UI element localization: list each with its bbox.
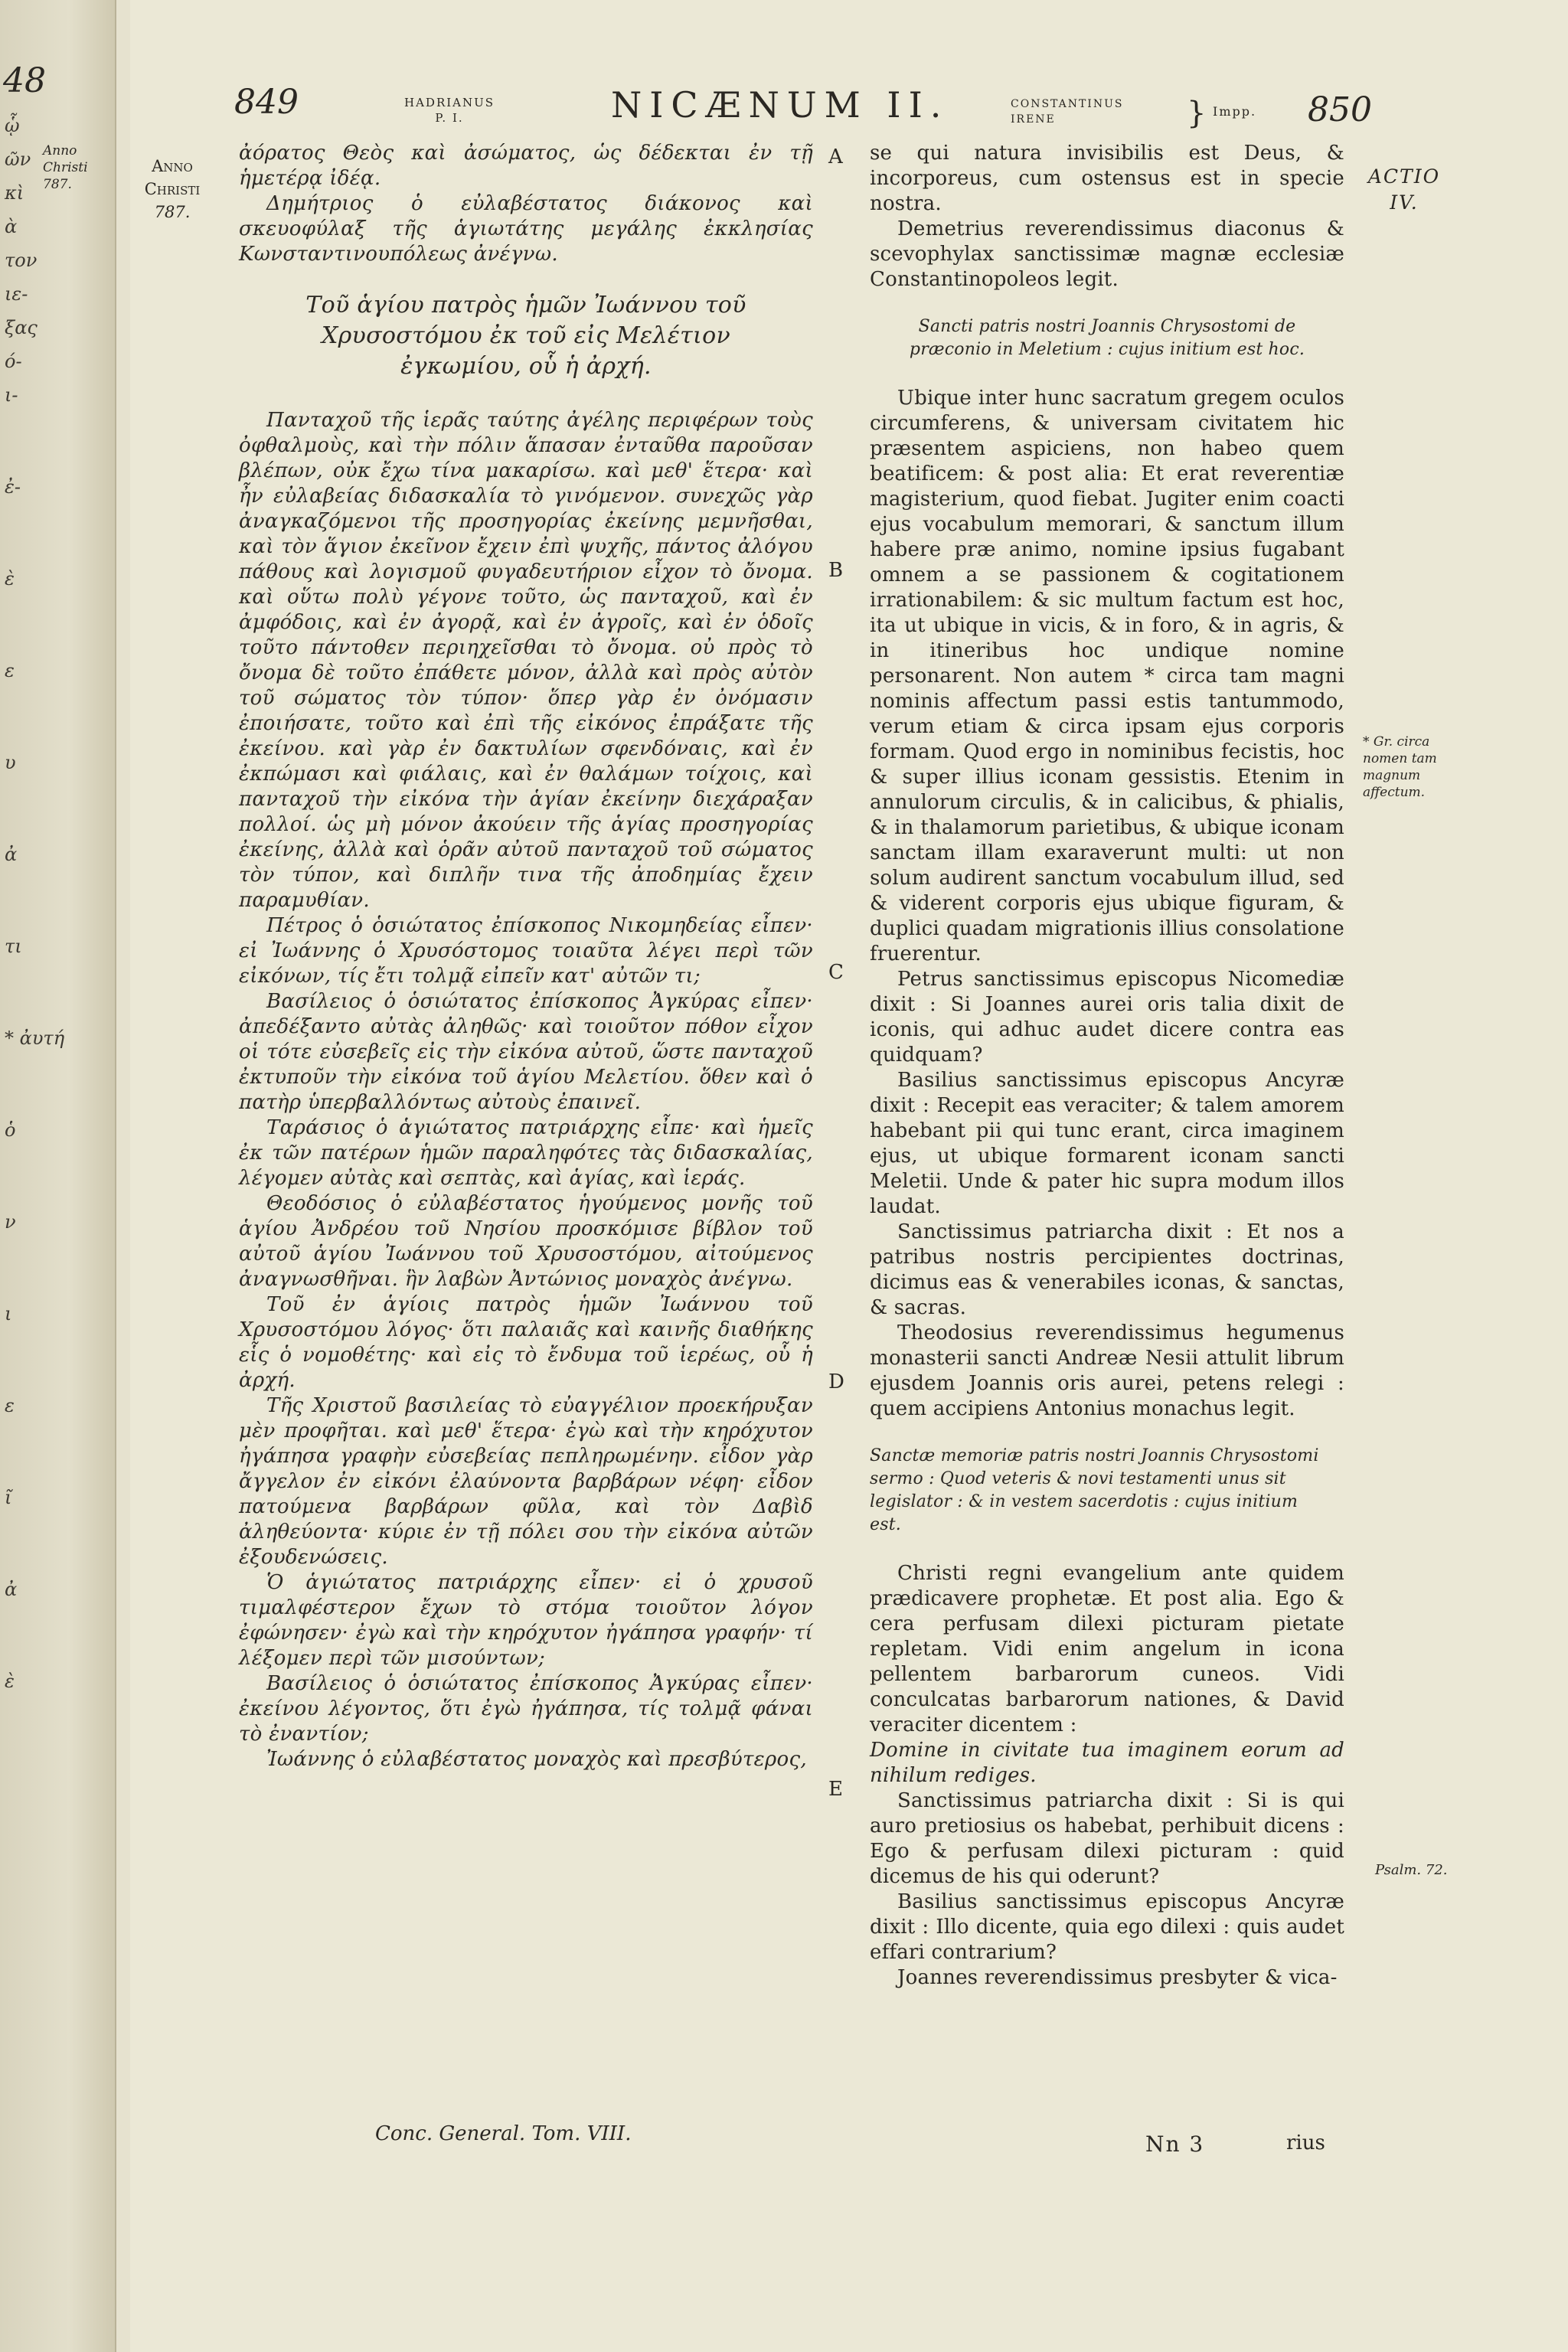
latin-demetrius: Demetrius reverendissimus diaconus & scevophylax sanctissimæ magnæ ecclesiæ Constantinopoleos legit. — [870, 217, 1344, 291]
running-head-left-line: P. I. — [435, 111, 464, 125]
facing-page-fragment: τον — [5, 250, 38, 271]
facing-page-fragment: ι — [5, 1303, 12, 1325]
facing-page-fragment: ιε- — [5, 283, 28, 305]
greek-tarasios-1: Ταράσιος ὁ ἁγιώτατος πατριάρχης εἶπε· καὶ ἡμεῖς ἐκ τῶν πατέρων ἡμῶν παραληφότες τὰς διδασκαλίας, λέγομεν αὐτὰς καὶ σεπτὰς, καὶ ἁγίας, καὶ ἱεράς. — [239, 1116, 813, 1190]
margin-note-circa: * Gr. circa nomen tam magnum affectum. — [1363, 734, 1437, 800]
greek-theodosios: Θεοδόσιος ὁ εὐλαβέστατος ἡγούμενος μονῆς τοῦ ἁγίου Ἀνδρέου τοῦ Νησίου προσκόμισε βίβλον τοῦ αὐτοῦ ἁγίου Ἰωάννου τοῦ Χρυσοστόμου, αἰτούμενος ἀναγνωσθῆναι. ἣν λαβὼν Ἀντώνιος μοναχὸς ἀνέγνω. — [239, 1192, 813, 1291]
running-head-imp: Impp. — [1213, 104, 1257, 119]
facing-page-number: 48 — [3, 61, 46, 100]
running-head-left — [404, 95, 495, 126]
latin-petrus: Petrus sanctissimus episcopus Nicomediæ dixit : Si Joannes aurei oris talia dixit de iconis, qui adhuc audet dicere contra eas quidquam? — [870, 968, 1344, 1067]
anno-label: Anno Christi — [144, 157, 201, 198]
greek-tarasios-2: Ὁ ἁγιώτατος πατριάρχης εἶπεν· εἰ ὁ χρυσοῦ τιμαλφέστερον ἔχων τὸ στόμα τοιοῦτον λόγον ἐφώνησεν· ἐγὼ καὶ τὴν κηρόχυτον ἠγάπησα γραφήν· τί λέξομεν περὶ τῶν μισούντων; — [239, 1571, 813, 1670]
greek-intro: ἀόρατος Θεὸς καὶ ἀσώματος, ὡς δέδεκται ἐν τῇ ἡμετέρᾳ ἰδέᾳ. — [239, 142, 813, 190]
running-head-right-line: CONSTANTINUS — [1011, 98, 1124, 110]
facing-page-gutter — [0, 0, 116, 2352]
section-letter-e: E — [828, 1778, 843, 1801]
section-letter-b: B — [828, 559, 844, 582]
running-title: NICÆNUM II. — [611, 84, 949, 126]
footer-signature: Nn 3 — [1145, 2132, 1205, 2157]
brace-glyph: } — [1187, 96, 1208, 131]
margin-actio: ACTIO IV. — [1367, 165, 1441, 214]
facing-page-fragment: ῖ — [5, 1487, 12, 1508]
greek-heading-meletius: Τοῦ ἁγίου πατρὸς ἡμῶν Ἰωάννου τοῦ Χρυσοστόμου ἐκ τοῦ εἰς Μελέτιον ἐγκωμίου, οὗ ἡ ἀρχή. — [305, 292, 746, 380]
facing-page-fragment: ὁ — [5, 1119, 16, 1141]
latin-column — [870, 141, 1344, 1991]
facing-page-fragment: κὶ — [5, 182, 24, 204]
running-head-right — [1011, 96, 1257, 131]
running-head-right-line: IRENE — [1011, 113, 1056, 126]
facing-page-fragment: ε — [5, 1395, 15, 1416]
greek-basilios-1: Βασίλειος ὁ ὁσιώτατος ἐπίσκοπος Ἀγκύρας εἶπεν· ἀπεδέξαντο αὐτὰς ἀληθῶς· καὶ τοιοῦτον πόθον εἶχον οἱ τότε εὐσεβεῖς εἰς τὴν εἰκόνα αὐτοῦ, ὥστε πανταχοῦ ἐκτυποῦν τὴν εἰκόνα τοῦ ἁγίου Μελετίου. ὅθεν καὶ ὁ πατὴρ ὑπερβαλλόντως αὐτοὺς ἐπαινεῖ. — [239, 990, 813, 1114]
latin-patriarcha-2: Sanctissimus patriarcha dixit : Si is qui auro pretiosius os habebat, perhibuit dicens : Ego & perfusam dilexi picturam : quid dicemus de his qui oderunt? — [870, 1789, 1344, 1888]
facing-page-fragment: ὲ — [5, 1671, 15, 1692]
facing-page-fragment: ἀ — [5, 844, 18, 865]
latin-intro: se qui natura invisibilis est Deus, & incorporeus, cum ostensus est in specie nostra. — [870, 142, 1344, 215]
latin-joannes: Joannes reverendissimus presbyter & vica- — [897, 1966, 1338, 1989]
greek-body-meletius: Πανταχοῦ τῆς ἱερᾶς ταύτης ἀγέλης περιφέρων τοὺς ὀφθαλμοὺς, καὶ τὴν πόλιν ἅπασαν ἐνταῦθα παροῦσαν βλέπων, οὐκ ἔχω τίνα μακαρίσω. καὶ μεθ' ἕτερα· καὶ ἦν εὐλαβείας διδασκαλία τὸ γινόμενον. συνεχῶς γὰρ ἀναγκαζόμενοι τῆς προσηγορίας ἐκείνης μεμνῆσθαι, καὶ τὸν ἅγιον ἐκεῖνον ἔχειν ἐπὶ ψυχῆς, πάντος ἀλόγου πάθους καὶ λογισμοῦ φυγαδευτήριον εἶχον τὸ ὄνομα. καὶ οὕτω πολὺ γέγονε τοῦτο, ὡς πανταχοῦ, καὶ ἐν ἀμφόδοις, καὶ ἐν ἀγορᾷ, καὶ ἐν ἀγροῖς, καὶ ἐν ὁδοῖς τοῦτο πάντοθεν περιηχεῖσθαι τὸ ὄνομα. οὐ πρὸς τὸ ὄνομα δὲ τοῦτο ἐπάθετε μόνον, ἀλλὰ καὶ πρὸς αὐτὸν τοῦ σώματος τὸν τύπον· ὅπερ γὰρ ἐν ὀνόμασιν ἐποιήσατε, τοῦτο καὶ ἐπὶ τῆς εἰκόνος ἐπράξατε τῆς ἐκείνου. καὶ γὰρ ἐν δακτυλίων σφενδόναις, καὶ ἐν ἐκπώμασι καὶ φιάλαις, καὶ ἐν θαλάμων τοίχοις, καὶ πανταχοῦ τὴν εἰκόνα τὴν ἁγίαν ἐκείνην διεχάραξαν πολλοί. ὡς μὴ μόνον ἀκούειν τῆς ἁγίας προσηγορίας ἐκείνης, ἀλλὰ καὶ ὁρᾶν αὐτοῦ πανταχοῦ τοῦ σώματος τὸν τύπον, καὶ διπλῆν τινα τῆς ἀποδημίας ἔχειν παραμυθίαν. — [239, 409, 813, 912]
greek-demetrius: Δημήτριος ὁ εὐλαβέστατος διάκονος καὶ σκευοφύλαξ τῆς ἁγιωτάτης μεγάλης ἐκκλησίας Κωνσταντινουπόλεως ἀνέγνω. — [239, 192, 813, 266]
facing-page-fragment: ὰ — [5, 216, 18, 237]
footer-catchword: rius — [1286, 2132, 1325, 2154]
running-head-left-line: HADRIANUS — [404, 96, 495, 109]
section-letter-c: C — [828, 961, 844, 984]
facing-page-fragment: ἐ- — [5, 476, 21, 498]
greek-body-sermo: Τῆς Χριστοῦ βασιλείας τὸ εὐαγγέλιον προεκήρυξαν μὲν προφῆται. καὶ μεθ' ἕτερα· ἐγὼ καὶ τὴν κηρόχυτον ἠγάπησα γραφὴν εὐσεβείας πεπληρωμένην. εἶδον γὰρ ἄγγελον ἐν εἰκόνι ἐλαύνοντα βαρβάρων νέφη· εἶδον πατούμενα βαρβάρων φῦλα, καὶ τὸν Δαβὶδ ἀληθεύοντα· κύριε ἐν τῇ πόλει σου τὴν εἰκόνα αὐτῶν ἐξουδενώσεις. — [239, 1394, 813, 1569]
page-number-right: 850 — [1308, 90, 1372, 129]
facing-page-fragment: υ — [5, 752, 16, 773]
facing-page-fragment: ἀ — [5, 1579, 18, 1600]
latin-psalm-quote: Domine in civitate tua imaginem eorum ad nihilum rediges. — [870, 1739, 1344, 1787]
section-letter-d: D — [828, 1370, 844, 1393]
margin-anno-christi — [130, 155, 214, 224]
greek-column — [239, 141, 813, 1772]
latin-theodosius: Theodosius reverendissimus hegumenus monasterii sancti Andreæ Nesii attulit librum ejusdem Joannis oris aurei, petens relegi : quem accipiens Antonius monachus legit. — [870, 1321, 1344, 1420]
latin-basilius-2: Basilius sanctissimus episcopus Ancyræ dixit : Illo dicente, quia ego dilexi : quis audet effari contrarium? — [870, 1890, 1344, 1964]
latin-patriarcha-1: Sanctissimus patriarcha dixit : Et nos a patribus nostris percipientes doctrinas, dicimus eas & venerabiles iconas, & sanctas, & sacras. — [870, 1220, 1344, 1319]
facing-page-fragment: ῶν — [5, 149, 31, 170]
section-letter-a: A — [828, 145, 843, 168]
facing-page-fragment: τι — [5, 936, 22, 957]
facing-page-anno: Anno Christi 787. — [43, 143, 88, 192]
greek-basilios-2: Βασίλειος ὁ ὁσιώτατος ἐπίσκοπος Ἀγκύρας εἶπεν· ἐκείνου λέγοντος, ὅτι ἐγὼ ἠγάπησα, τίς τολμᾷ φάναι τὸ ἐναντίον; — [239, 1672, 813, 1746]
footer-volume: Conc. General. Tom. VIII. — [375, 2122, 632, 2145]
margin-note-psalm: Psalm. 72. — [1375, 1862, 1448, 1878]
greek-heading-sermo: Τοῦ ἐν ἁγίοις πατρὸς ἡμῶν Ἰωάννου τοῦ Χρυσοστόμου λόγος· ὅτι παλαιᾶς καὶ καινῆς διαθήκης εἷς ὁ νομοθέτης· καὶ εἰς τὸ ἔνδυμα τοῦ ἱερέως, οὗ ἡ ἀρχή. — [239, 1293, 813, 1392]
facing-page-fragment: ε — [5, 660, 15, 681]
facing-page-fragment: ό- — [5, 351, 22, 372]
anno-year: 787. — [154, 203, 191, 221]
greek-ioannes: Ἰωάννης ὁ εὐλαβέστατος μοναχὸς καὶ πρεσβύτερος, — [266, 1748, 807, 1771]
greek-petros: Πέτρος ὁ ὁσιώτατος ἐπίσκοπος Νικομηδείας εἶπεν· εἰ Ἰωάννης ὁ Χρυσόστομος τοιαῦτα λέγει περὶ τῶν εἰκόνων, τίς ἔτι τολμᾷ εἰπεῖν κατ' αὐτῶν τι; — [239, 914, 813, 988]
facing-page-fragment: * ἀυτή — [5, 1027, 65, 1049]
facing-page-fragment: ᾧ — [5, 115, 20, 136]
facing-page-fragment: ν — [5, 1211, 16, 1233]
page-number-left: 849 — [234, 83, 299, 122]
facing-page-fragment: ὲ — [5, 568, 15, 590]
latin-heading-sermo: Sanctæ memoriæ patris nostri Joannis Chrysostomi sermo : Quod veteris & novi testamenti unus sit legislator : & in vestem sacerdotis : cujus initium est. — [870, 1446, 1319, 1534]
latin-body-meletius: Ubique inter hunc sacratum gregem oculos circumferens, & universam civitatem hic præsentem aspiciens, non habeo quem beatificem: & post alia: Et erat reverentiæ magisterium, quod fiebat. Jugiter enim coacti ejus vocabulum memorari, & sanctum illum habere præ animo, nomine ipsius fugabant omnem a se passionem & cogitationem irrationabilem: & sic multum factum est hoc, ita ut ubique in vicis, & in foro, & in agris, & in itineribus hoc undique nomine personarent. Non autem * circa tam magni nominis affectum passi estis tantummodo, verum etiam & circa ipsam ejus corporis formam. Quod ergo in nominibus fecistis, hoc & super illius iconam gessistis. Etenim in annulorum circulis, & in calicibus, & phialis, & in thalamorum parietibus, & ubique iconam sanctam illam exaraverunt multi: ut non solum audirent sanctum vocabulum illud, sed & viderent corporis ejus ubique figuram, & duplici quadam migrationis illius consolatione fruerentur. — [870, 387, 1344, 965]
latin-basilius-1: Basilius sanctissimus episcopus Ancyræ dixit : Recepit eas veraciter; & talem amorem habebant pii qui tunc erant, circa imaginem ejus, ut ubique formarent iconam sancti Meletii. Unde & pater hic supra modum illos laudat. — [870, 1069, 1344, 1218]
facing-page-fragment: ι- — [5, 384, 18, 406]
latin-heading-meletius: Sancti patris nostri Joannis Chrysostomi de præconio in Meletium : cujus initium est hoc. — [909, 317, 1305, 359]
latin-body-sermo: Christi regni evangelium ante quidem prædicavere prophetæ. Et post alia. Ego & cera perfusam dilexi picturam pietate repletam. Vidi enim angelum in icona pellentem barbarorum cuneos. Vidi conculcatas barbarorum nationes, & David veraciter dicentem : — [870, 1562, 1344, 1736]
facing-page-fragment: ξας — [5, 317, 38, 338]
book-page — [130, 0, 1568, 2352]
